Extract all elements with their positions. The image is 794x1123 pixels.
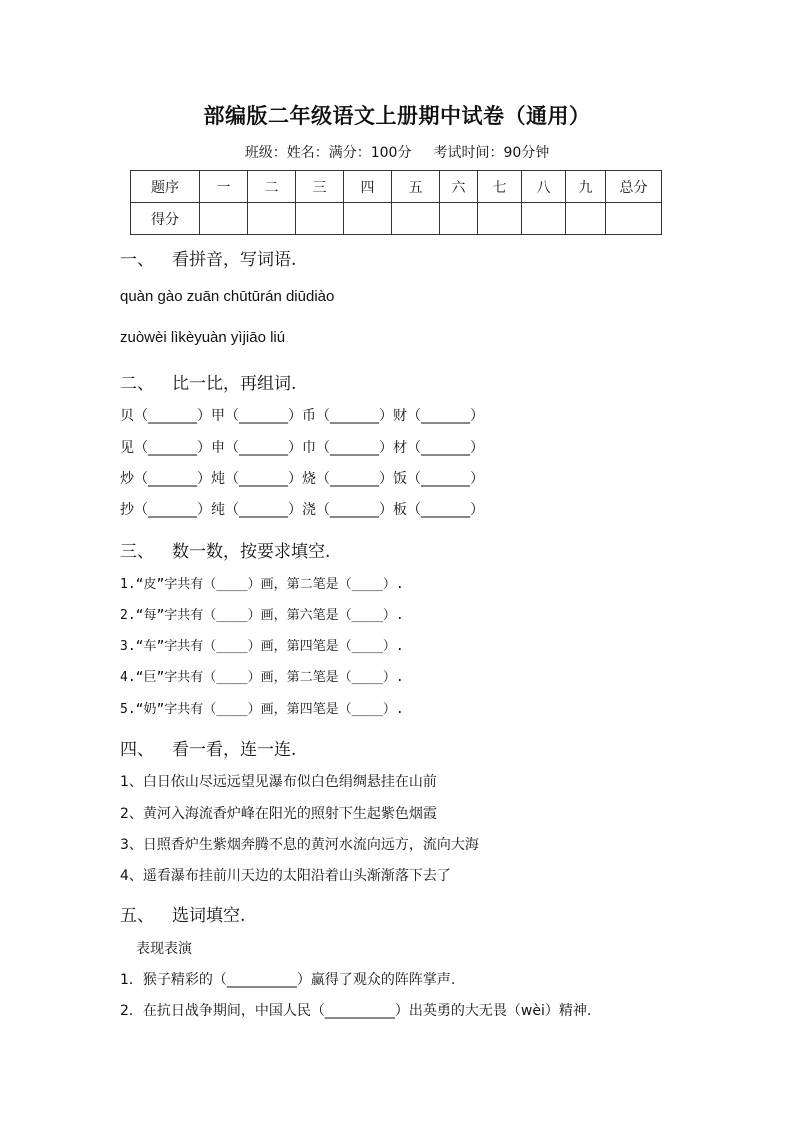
score-row-label: 得分 [131, 203, 200, 235]
score-cell[interactable] [392, 203, 440, 235]
compare-blank[interactable]: （_______） [225, 471, 302, 487]
compare-blank[interactable]: （_______） [407, 502, 484, 518]
compare-blank[interactable]: （_______） [134, 471, 211, 487]
section-number: 一、 [120, 250, 154, 270]
compare-blank[interactable]: （_______） [407, 408, 484, 424]
exam-info [0, 142, 794, 162]
count-item: 2.“每”字共有（____）画，第六笔是（____）. [120, 608, 404, 623]
score-table-score-row [131, 203, 662, 235]
compare-blank[interactable]: （_______） [316, 408, 393, 424]
compare-char: 甲 [211, 408, 225, 424]
compare-blank[interactable]: （_______） [316, 471, 393, 487]
section-number: 二、 [120, 374, 154, 394]
compare-char: 板 [393, 502, 407, 518]
compare-char: 巾 [302, 440, 316, 456]
compare-char: 币 [302, 408, 316, 424]
score-cell[interactable] [248, 203, 296, 235]
compare-blank[interactable]: （_______） [134, 440, 211, 456]
compare-char: 饭 [393, 471, 407, 487]
score-cell[interactable] [296, 203, 344, 235]
page-title: 部编版二年级语文上册期中试卷（通用） [203, 103, 591, 128]
compare-char: 贝 [120, 408, 134, 424]
compare-row-4 [120, 499, 484, 519]
section-heading-5 [120, 901, 245, 926]
section-title: 选词填空. [172, 906, 246, 926]
count-item: 4.“巨”字共有（____）画，第二笔是（____）. [120, 670, 404, 685]
compare-blank[interactable]: （_______） [316, 502, 393, 518]
section-title: 看一看，连一连. [172, 740, 297, 760]
section-heading-1 [120, 245, 296, 270]
compare-char: 财 [393, 408, 407, 424]
compare-blank[interactable]: （_______） [134, 502, 211, 518]
score-header-cell: 四 [344, 171, 392, 203]
compare-char: 炖 [211, 471, 225, 487]
score-header-cell: 一 [200, 171, 248, 203]
score-table [130, 170, 662, 235]
score-table-header-row [131, 171, 662, 203]
section-title: 看拼音，写词语. [172, 250, 297, 270]
pinyin-line-1: quàn gào zuān chūtūrán diūdiào [120, 288, 335, 305]
class-name-info: 班级：姓名：满分：100分 [244, 145, 412, 161]
connect-item: 3、日照香炉生紫烟奔腾不息的黄河水流向远方，流向大海 [120, 837, 479, 853]
connect-item: 4、遥看瀑布挂前川天边的太阳沿着山头渐渐落下去了 [120, 868, 451, 884]
compare-char: 见 [120, 440, 134, 456]
compare-blank[interactable]: （_______） [316, 440, 393, 456]
compare-char: 纯 [211, 502, 225, 518]
score-header-cell: 八 [522, 171, 566, 203]
compare-char: 浇 [302, 502, 316, 518]
score-cell[interactable] [478, 203, 522, 235]
score-header-cell: 题序 [131, 171, 200, 203]
compare-blank[interactable]: （_______） [407, 440, 484, 456]
compare-blank[interactable]: （_______） [225, 502, 302, 518]
compare-row-3 [120, 468, 484, 488]
fill-item: 2．在抗日战争期间，中国人民（__________）出英勇的大无畏（wèi）精神. [120, 1003, 592, 1019]
score-header-cell: 七 [478, 171, 522, 203]
fill-item: 1．猴子精彩的（__________）赢得了观众的阵阵掌声. [120, 972, 456, 988]
score-cell[interactable] [566, 203, 606, 235]
score-header-cell: 二 [248, 171, 296, 203]
compare-row-1 [120, 405, 484, 425]
connect-item: 2、黄河入海流香炉峰在阳光的照射下生起紫色烟霞 [120, 806, 437, 822]
score-header-cell: 总分 [606, 171, 662, 203]
compare-blank[interactable]: （_______） [225, 408, 302, 424]
pinyin-line-2: zuòwèi lìkèyuàn yìjiāo liú [120, 329, 286, 346]
compare-char: 材 [393, 440, 407, 456]
score-header-cell: 六 [440, 171, 478, 203]
section-heading-2 [120, 369, 296, 394]
compare-blank[interactable]: （_______） [134, 408, 211, 424]
section-number: 四、 [120, 740, 154, 760]
compare-row-2 [120, 437, 484, 457]
word-bank: 表现表演 [136, 941, 192, 957]
compare-blank[interactable]: （_______） [407, 471, 484, 487]
score-cell[interactable] [344, 203, 392, 235]
section-heading-3 [120, 537, 330, 562]
compare-char: 抄 [120, 502, 134, 518]
score-header-cell: 三 [296, 171, 344, 203]
exam-time-info: 考试时间：90分钟 [433, 145, 550, 161]
score-cell[interactable] [440, 203, 478, 235]
compare-char: 申 [211, 440, 225, 456]
compare-char: 炒 [120, 471, 134, 487]
section-heading-4 [120, 735, 296, 760]
score-cell[interactable] [522, 203, 566, 235]
compare-blank[interactable]: （_______） [225, 440, 302, 456]
connect-item: 1、白日依山尽远远望见瀑布似白色绢绸悬挂在山前 [120, 774, 437, 790]
section-number: 三、 [120, 542, 154, 562]
count-item: 3.“车”字共有（____）画，第四笔是（____）. [120, 639, 404, 654]
count-item: 1.“皮”字共有（____）画，第二笔是（____）. [120, 577, 404, 592]
section-number: 五、 [120, 906, 154, 926]
count-item: 5.“奶”字共有（____）画，第四笔是（____）. [120, 702, 404, 717]
section-title: 比一比，再组词. [172, 374, 297, 394]
score-cell[interactable] [606, 203, 662, 235]
score-header-cell: 五 [392, 171, 440, 203]
score-cell[interactable] [200, 203, 248, 235]
compare-char: 烧 [302, 471, 316, 487]
score-header-cell: 九 [566, 171, 606, 203]
section-title: 数一数，按要求填空. [172, 542, 331, 562]
